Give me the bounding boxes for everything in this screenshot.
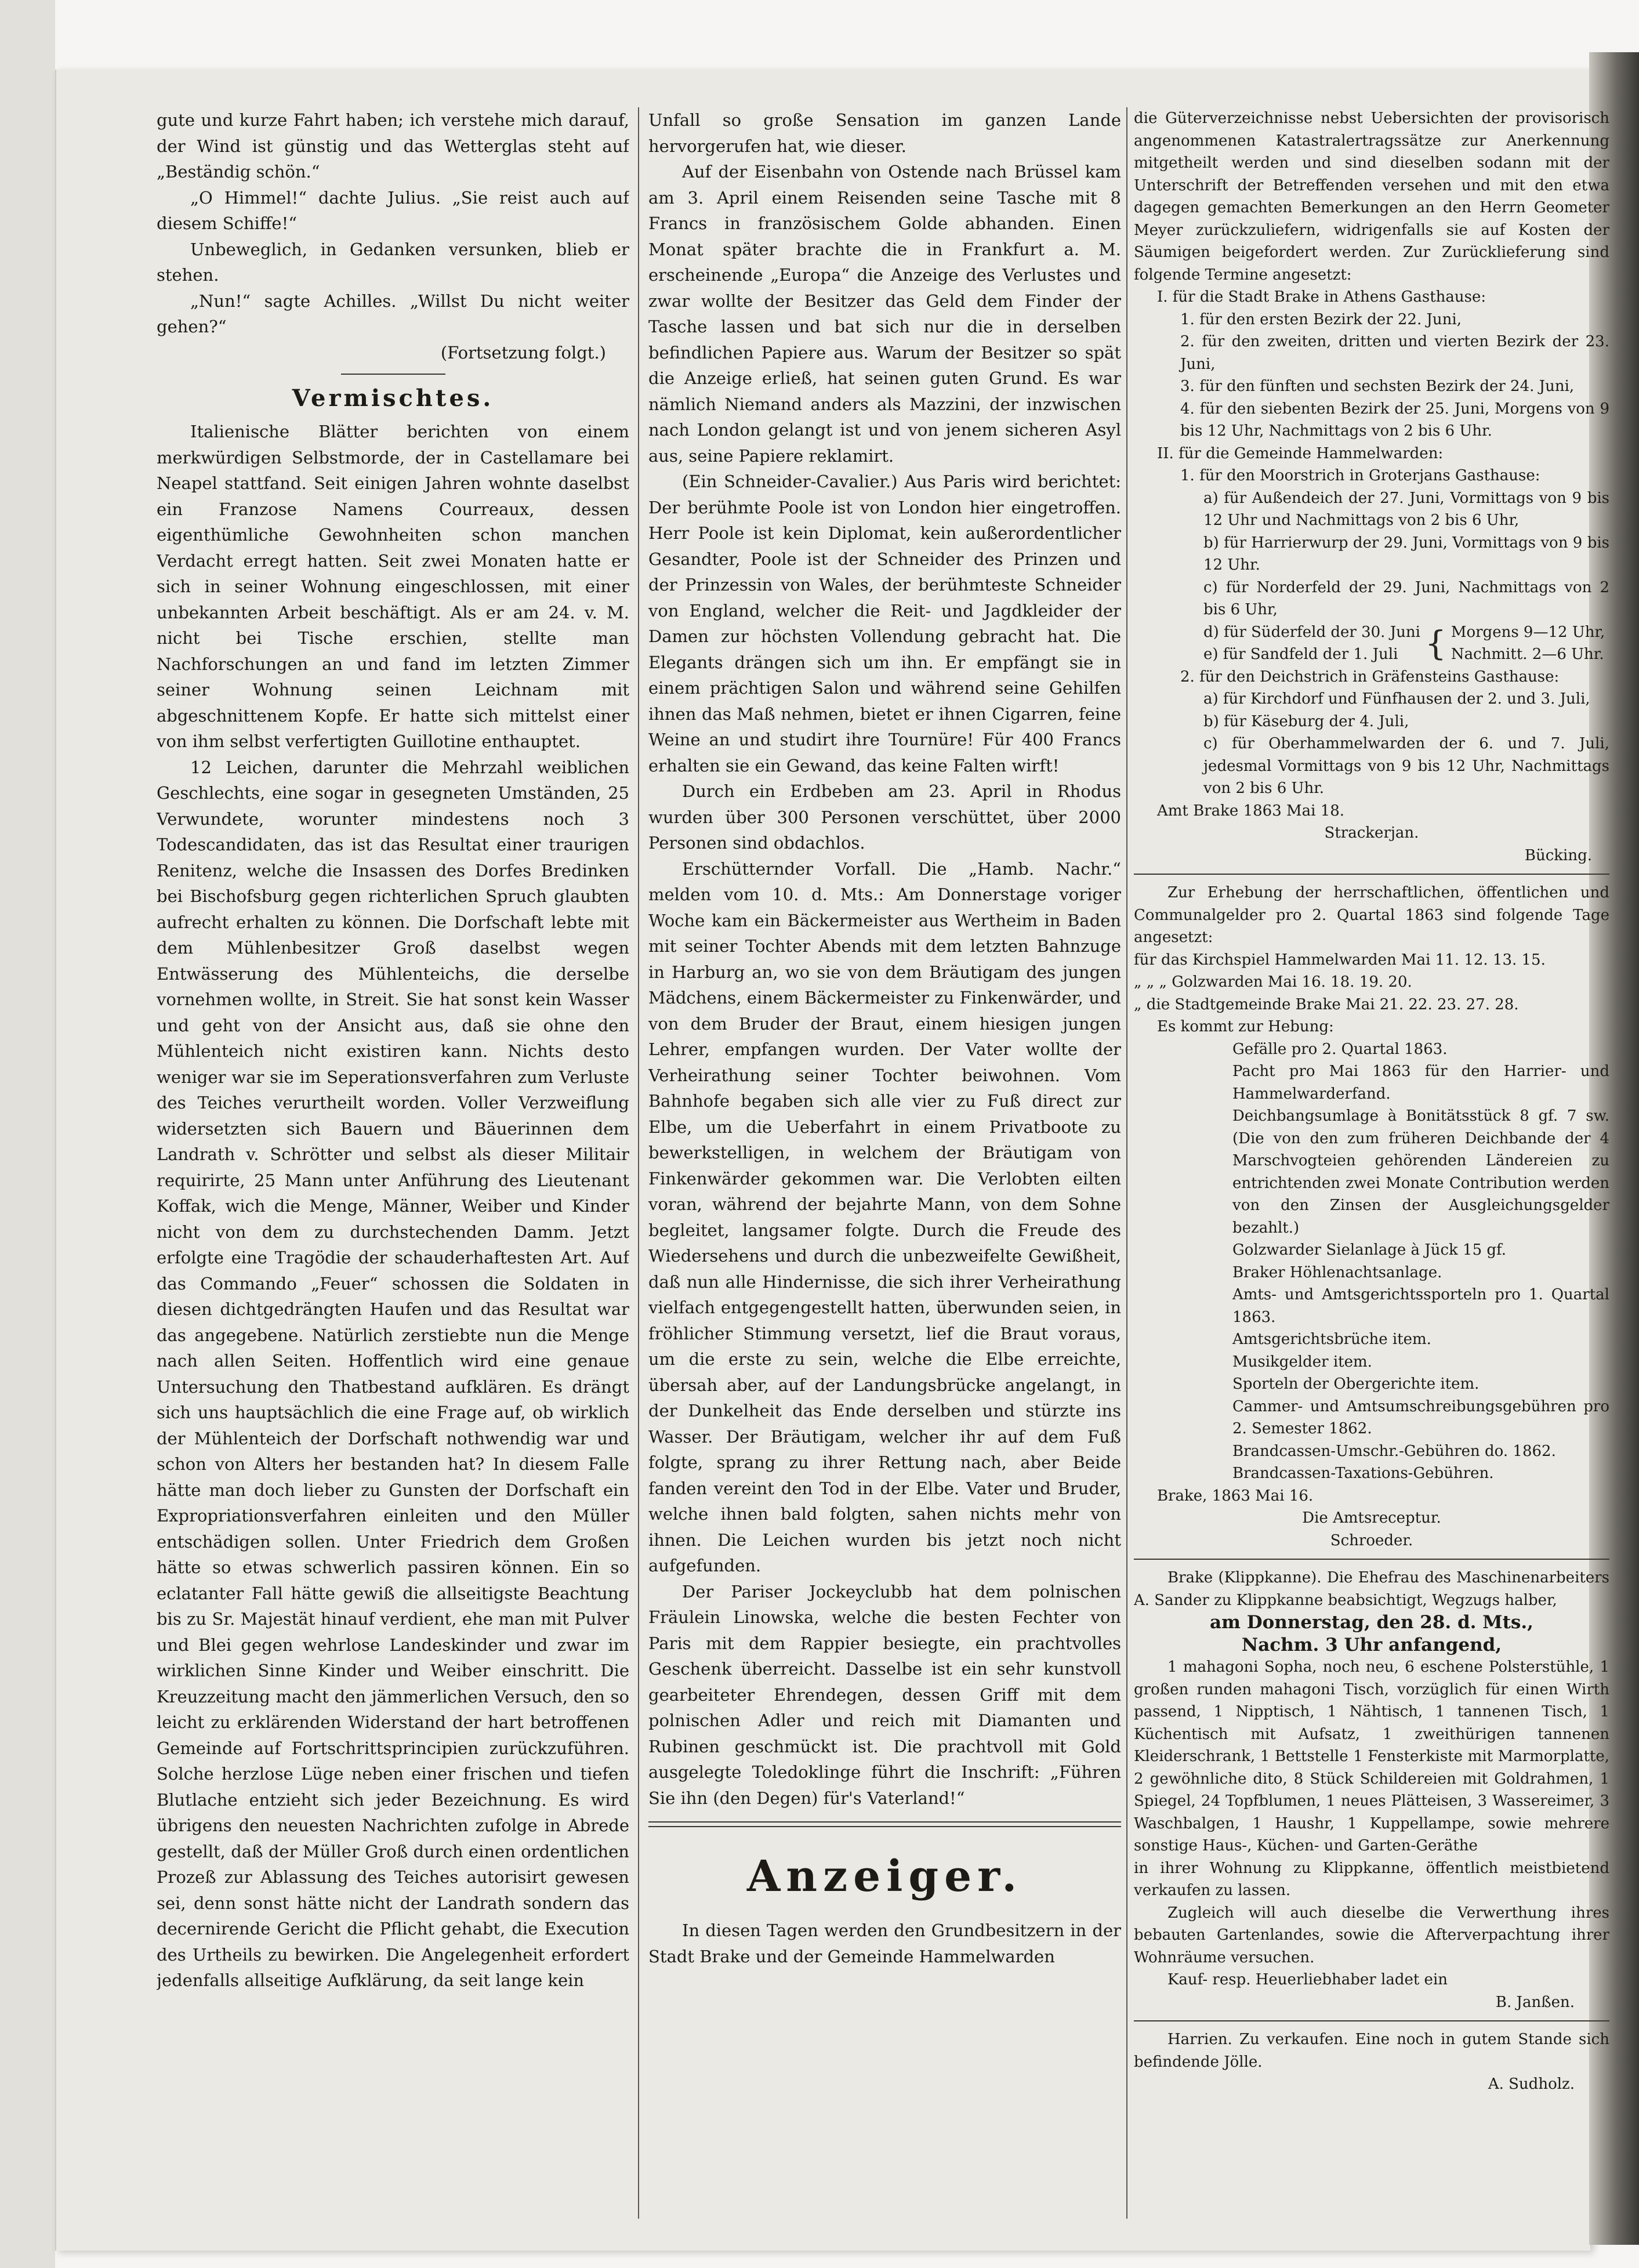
notice-subsection-title: 1. für den Moorstrich in Groterjans Gasthause: [1180, 467, 1540, 484]
notice-item: Musikgelder item. [1232, 1353, 1372, 1371]
notice-item: Amtsgerichtsbrüche item. [1232, 1331, 1431, 1348]
news-paragraph: Der Pariser Jockeyclubb hat dem polnischen Fräulein Linowska, welche die besten Fechter von Paris mit dem Rappier besiegte, ein prachtvolles Geschenk überreicht. Dasselbe ist ein sehr kunstvoll gearbeiteter Ehrendegen, dessen Griff mit dem polnischen Adler und reich mit Diamanten und Rubinen geschmückt ist. Die prachtvoll mit Gold ausgelegte Toledoklinge führt die Inschrift: „Führen Sie ihn (den Degen) für's Vaterland!“ [648, 1581, 1121, 1808]
notice-item: Brandcassen-Taxations-Gebühren. [1232, 1465, 1494, 1482]
notice-item: 1. für den ersten Bezirk der 22. Juni, [1180, 310, 1462, 328]
notice-item: 2. für den zweiten, dritten und vierten Bezirk der 23. Juni, [1180, 333, 1609, 373]
notice-item: c) für Oberhammelwarden der 6. und 7. Juli, jedesmal Vormittags von 9 bis 12 Uhr, Nachmittags von 2 bis 6 Uhr. [1203, 735, 1609, 797]
section-divider [341, 374, 445, 375]
notice-item: b) für Käseburg der 4. Juli, [1203, 712, 1409, 730]
notice-divider [1134, 874, 1609, 875]
column-2 [648, 107, 1121, 2219]
notice-item: 4. für den siebenten Bezirk der 25. Juni, Morgens von 9 bis 12 Uhr, Nachmittags von 2 bis 6 Uhr. [1180, 400, 1609, 440]
column-rule-1 [638, 107, 639, 2219]
auction-time: Nachm. 3 Uhr anfangend, [1241, 1634, 1502, 1655]
notice-item: Braker Höhlenachtsanlage. [1232, 1263, 1442, 1281]
column-3 [1134, 107, 1609, 2219]
notice-item: a) für Außendeich der 27. Juni, Vormittags von 9 bis 12 Uhr und Nachmittags von 2 bis 6 Uhr, [1203, 489, 1609, 529]
notice-item: Golzwarder Sielanlage à Jück 15 gf. [1232, 1241, 1506, 1259]
notice-text: Zugleich will auch dieselbe die Verwerthung ihres bebauten Gartenlandes, sowie die Afterverpachtung ihrer Wohnräume versuchen. [1134, 1904, 1609, 1966]
notice-date: Amt Brake 1863 Mai 18. [1157, 802, 1345, 820]
notice-text: Brake (Klippkanne). Die Ehefrau des Maschinenarbeiters A. Sander zu Klippkanne beabsichtigt, Wegzugs halber, [1134, 1569, 1609, 1609]
notice-text: Kauf- resp. Heuerliebhaber ladet ein [1167, 1971, 1448, 1988]
notice-text: Zur Erhebung der herrschaftlichen, öffentlichen und Communalgelder pro 2. Quartal 1863 sind folgende Tage angesetzt: [1134, 884, 1609, 946]
story-continuation-line: „O Himmel!“ dachte Julius. „Sie reist auch auf diesem Schiffe!“ [157, 187, 629, 233]
notice-text: Harrien. Zu verkaufen. Eine noch in gutem Stande sich befindende Jölle. [1134, 2031, 1609, 2071]
notice-signature: B. Janßen. [1495, 1993, 1575, 2011]
notice-item: Gefälle pro 2. Quartal 1863. [1232, 1040, 1448, 1058]
column-rule-2 [1126, 107, 1127, 2219]
notice-item: „ „ „ Golzwarden Mai 16. 18. 19. 20. [1134, 973, 1412, 991]
brace-time: Nachmitt. 2—6 Uhr. [1451, 646, 1604, 663]
notice-signature: Bücking. [1524, 846, 1592, 864]
notice-subsection-title: 2. für den Deichstrich in Gräfensteins Gasthause: [1180, 668, 1560, 686]
notice-text: 1 mahagoni Sopha, noch neu, 6 eschene Polsterstühle, 1 großen runden mahagoni Tisch, vorzüglich für einen Wirth passend, 1 Nipptisch, 1 Nähtisch, 1 tannenen Tisch, 1 Küchentisch mit Aufsatz, 1 zweithürigen tannenen Kleiderschrank, 1 Bettstelle 1 Fensterkiste mit Marmorplatte, 2 gewöhnliche dito, 8 Stück Schildereien mit Goldrahmen, 1 Spiegel, 24 Topfblumen, 1 neues Plätteisen, 3 Wassereimer, 3 Waschbalgen, 1 Haushr, 1 Kuppellampe, sowie mehrere sonstige Haus-, Küchen- und Garten-Geräthe [1134, 1658, 1609, 1854]
notice-item: a) für Kirchdorf und Fünfhausen der 2. und 3. Juli, [1203, 690, 1590, 708]
notice-office: Die Amtsreceptur. [1302, 1509, 1441, 1527]
curly-brace-icon: { [1424, 624, 1446, 663]
notice-item: Cammer- und Amtsumschreibungsgebühren pro 2. Semester 1862. [1232, 1397, 1609, 1437]
notice-signature: Strackerjan. [1324, 824, 1419, 842]
notice-text: die Güterverzeichnisse nebst Uebersichten der provisorisch angenommenen Katastralertragssätze zur Anerkennung mitgetheilt werden und sind dieselben sodann mit der Unterschrift der Betreffenden versehen und mit den etwa dagegen gemachten Bemerkungen an den Herrn Geometer Meyer zurückzuliefern, widrigenfalls sie auf Kosten der Säumigen beigefordert werden. Zur Zurücklieferung sind folgende Termine angesetzt: [1134, 110, 1609, 284]
notice-item: d) für Süderfeld der 30. Juni [1203, 623, 1420, 641]
scan-left-margin [0, 0, 55, 2268]
notice-divider [1134, 1559, 1609, 1560]
notice-date: Brake, 1863 Mai 16. [1157, 1487, 1314, 1505]
news-paragraph: Durch ein Erdbeben am 23. April in Rhodus wurden über 300 Personen verschüttet, über 2000 Personen sind obdachlos. [648, 781, 1121, 853]
notice-item: für das Kirchspiel Hammelwarden Mai 11. 12. 13. 15. [1134, 951, 1546, 969]
notice-section-title: I. für die Stadt Brake in Athens Gasthause: [1157, 288, 1486, 306]
notice-text: in ihrer Wohnung zu Klippkanne, öffentlich meistbietend verkaufen zu lassen. [1134, 1859, 1609, 1899]
story-continuation-line: „Nun!“ sagte Achilles. „Willst Du nicht weiter gehen?“ [157, 291, 629, 336]
notice-item: Pacht pro Mai 1863 für den Harrier- und Hammelwarderfand. [1232, 1063, 1609, 1103]
ads-intro: In diesen Tagen werden den Grundbesitzern in der Stadt Brake und der Gemeinde Hammelwarden [648, 1921, 1121, 1966]
notice-item: Deichbangsumlage à Bonitätsstück 8 gf. 7 sw. (Die von den zum früheren Deichbande der 4 Marschvogteien gehörenden Ländereien zu entrichtenden zwei Monate Contribution werden von den Zinsen der Ausgleichungsgelder bezahlt.) [1232, 1107, 1609, 1237]
notice-text: Es kommt zur Hebung: [1157, 1018, 1334, 1035]
ads-divider [648, 1821, 1121, 1827]
column-1 [157, 107, 629, 2219]
notice-section-title: II. für die Gemeinde Hammelwarden: [1157, 444, 1444, 462]
news-paragraph: 12 Leichen, darunter die Mehrzahl weiblichen Geschlechts, eine sogar in gesegneten Umständen, 25 Verwundete, worunter mindestens noch 3 Todescandidaten, das ist das Resultat einer traurigen Renitenz, welche die Insassen des Dorfes Bredinken bei Bischofsburg gegen richterlichen Spruch glaubten aufrecht erhalten zu können. Die Dorfschaft lebte mit dem Mühlenbesitzer Groß daselbst wegen Entwässerung des Mühlenteichs, die derselbe vornehmen wollte, in Streit. Sie hat sonst kein Wasser und geht von der Ansicht aus, daß sie ohne den Mühlenteich nicht existiren kann. Nichts desto weniger war sie im Seperationsverfahren zum Verluste des Teiches verurtheilt worden. Voller Verzweiflung widersetzten sich Bauern und Bäuerinnen dem Landrath v. Schrötter und selbst als dieser Militair requirirte, 25 Mann unter Anführung des Lieutenant Koffak, wich die Menge, Männer, Weiber und Kinder nicht von dem zu durchstechenden Damm. Jetzt erfolgte eine Tragödie der schauderhaftesten Art. Auf das Commando „Feuer“ schossen die Soldaten in diesen dichtgedrängten Haufen und das Resultat war das angegebene. Natürlich zerstiebte nun die Menge nach allen Seiten. Hoffentlich wird eine genaue Untersuchung den Thatbestand aufklären. Es drängt sich uns hauptsächlich die eine Frage auf, ob wirklich der Mühlenteich der Dorfschaft nothwendig war und schon von Alters her bestanden hat? In diesem Falle hätte man doch lieber zu Gunsten der Dorfschaft ein Expropriationsverfahren einleiten und den Müller entschädigen sollen. Unter Friedrich dem Großen hätte so etwas schwerlich passiren können. Ein so eclatanter Fall hätte gewiß die allseitigste Beachtung bis zu Sr. Majestät hinauf verdient, ehe man mit Pulver und Blei gegen wehrlose Landeskinder und zwar im wirklichen Sinne Kinder und Weiber einschritt. Die Kreuzzeitung macht den jämmerlichen Versuch, den so leicht zu erklärenden Widerstand der hart betroffenen Gemeinde auf Fortschrittsprincipien zurückzuführen. Solche herzlose Lüge neben einer frischen und tiefen Blutlache entzieht sich jeder Bezeichnung. Es wird übrigens den neuesten Nachrichten zufolge in Abrede gestellt, daß der Müller Groß durch einen ordentlichen Prozeß zur Ablassung des Teiches autorisirt gewesen sei, denn sonst hätte nicht der Landrath sondern das decernirende Gericht die Pflicht gehabt, die Execution des Urtheils zu bewirken. Die Angelegenheit erfordert jedenfalls allseitige Aufklärung, da seit lange kein [157, 757, 629, 1990]
news-paragraph: (Ein Schneider-Cavalier.) Aus Paris wird berichtet: Der berühmte Poole ist von London hier eingetroffen. Herr Poole ist kein Diplomat, kein außerordentlicher Gesandter, Poole ist der Schneider des Prinzen und der Prinzessin von Wales, der berühmteste Schneider von England, welcher die Reit- und Jagdkleider der Damen zur höchsten Vollendung gebracht hat. Die Elegants drängen sich um ihn. Er empfängt sie in einem prächtigen Salon und während seine Gehilfen ihnen das Maß nehmen, bietet er ihnen Cigarren, feine Weine an und studirt ihre Tournüre! Für 400 Francs erhalten sie ein Gewand, das keine Falten wirft! [648, 472, 1121, 776]
news-paragraph: Auf der Eisenbahn von Ostende nach Brüssel kam am 3. April einem Reisenden seine Tasche mit 8 Francs in französischem Golde abhanden. Einen Monat später brachte die in Frankfurt a. M. erscheinende „Europa“ die Anzeige des Verlustes und zwar wollte der Besitzer das Geld dem Finder der Tasche lassen und bat sich nur die in derselben befindlichen Papiere aus. Warum der Besitzer so spät die Anzeige erließ, hat seinen guten Grund. Es war nämlich Niemand anders als Mazzini, der inzwischen nach London gelangt ist und von jenem sicheren Asyl aus, seine Papiere reklamirt. [648, 162, 1121, 466]
notice-signature: Schroeder. [1330, 1531, 1413, 1549]
notice-item: b) für Harrierwurp der 29. Juni, Vormittags von 9 bis 12 Uhr. [1203, 534, 1609, 574]
notice-item: Brandcassen-Umschr.-Gebühren do. 1862. [1232, 1442, 1556, 1460]
notice-item: c) für Norderfeld der 29. Juni, Nachmittags von 2 bis 6 Uhr, [1203, 578, 1609, 618]
story-continuation-line: Unbeweglich, in Gedanken versunken, blieb er stehen. [157, 239, 629, 285]
brace-time: Morgens 9—12 Uhr, [1451, 623, 1605, 641]
auction-date: am Donnerstag, den 28. d. Mts., [1210, 1612, 1533, 1633]
notice-item: Amts- und Amtsgerichtssporteln pro 1. Quartal 1863. [1232, 1286, 1609, 1326]
story-continuation-line: gute und kurze Fahrt haben; ich verstehe mich darauf, der Wind ist günstig und das Wetterglas steht auf „Beständig schön.“ [157, 110, 629, 182]
notice-item: Sporteln der Obergerichte item. [1232, 1375, 1480, 1393]
notice-item: e) für Sandfeld der 1. Juli [1203, 646, 1398, 663]
section-heading: Vermischtes. [292, 385, 494, 412]
notice-divider [1134, 2020, 1609, 2021]
news-paragraph: Italienische Blätter berichten von einem merkwürdigen Selbstmorde, der in Castellamare bei Neapel stattfand. Seit einigen Jahren wohnte daselbst ein Franzose Namens Courreaux, dessen eigenthümliche Gewohnheiten schon manchen Verdacht erregt hatten. Seit zwei Monaten hatte er sich in seiner Wohnung eingeschlossen, mit einer unbekannten Arbeit beschäftigt. Als er am 24. v. M. nicht bei Tische erschien, stellte man Nachforschungen an und fand im letzten Zimmer seiner Wohnung seinen Leichnam mit abgeschnittenem Kopfe. Er hatte sich mittelst einer von ihm selbst verfertigten Guillotine enthauptet. [157, 422, 629, 751]
continued-note: (Fortsetzung folgt.) [440, 342, 606, 363]
news-paragraph: Unfall so große Sensation im ganzen Lande hervorgerufen hat, wie dieser. [648, 110, 1121, 156]
notice-signature: A. Sudholz. [1488, 2075, 1575, 2093]
brace-group [1134, 621, 1609, 666]
news-paragraph: Erschütternder Vorfall. Die „Hamb. Nachr.“ melden vom 10. d. Mts.: Am Donnerstage voriger Woche kam ein Bäckermeister aus Wertheim in Baden mit seiner Tochter Abends mit dem letzten Bahnzuge in Harburg an, wo sie von dem Bräutigam des jungen Mädchens, einem Bäckermeister zu Finkenwärder, und von dem Bruder der Braut, einem hiesigen jungen Lehrer, empfangen wurden. Der Vater wollte der Verheirathung seiner Tochter beiwohnen. Vom Bahnhofe begaben sich alle vier zu Fuß direct zur Elbe, um die Ueberfahrt in einem Privatboote zu bewerkstelligen, in welchem der Bräutigam von Finkenwärder gekommen war. Die Verlobten eilten voran, während der bejahrte Mann, von dem Sohne begleitet, langsamer folgte. Durch die Freude des Wiedersehens und durch die unbezweifelte Gewißheit, daß nun alle Hindernisse, die sich ihrer Verheirathung vielfach entgegengestellt hatten, überwunden seien, in fröhlicher Stimmung versetzt, lief die Braut voraus, um die erste zu sein, welche die Elbe erreichte, übersah aber, auf der Landungsbrücke angelangt, in der Dunkelheit das Ende derselben und stürzte ins Wasser. Der Bräutigam, welcher ihr auf dem Fuß folgte, sprang zu ihrer Rettung nach, aber Beide fanden vereint den Tod in der Elbe. Vater und Bruder, welche ihnen bald folgten, sahen nichts mehr von ihnen. Die Leichen wurden bis jetzt noch nicht aufgefunden. [648, 858, 1121, 1575]
notice-item: 3. für den fünften und sechsten Bezirk der 24. Juni, [1180, 378, 1575, 395]
notice-item: „ die Stadtgemeinde Brake Mai 21. 22. 23. 27. 28. [1134, 995, 1519, 1013]
ads-heading: Anzeiger. [746, 1852, 1023, 1901]
